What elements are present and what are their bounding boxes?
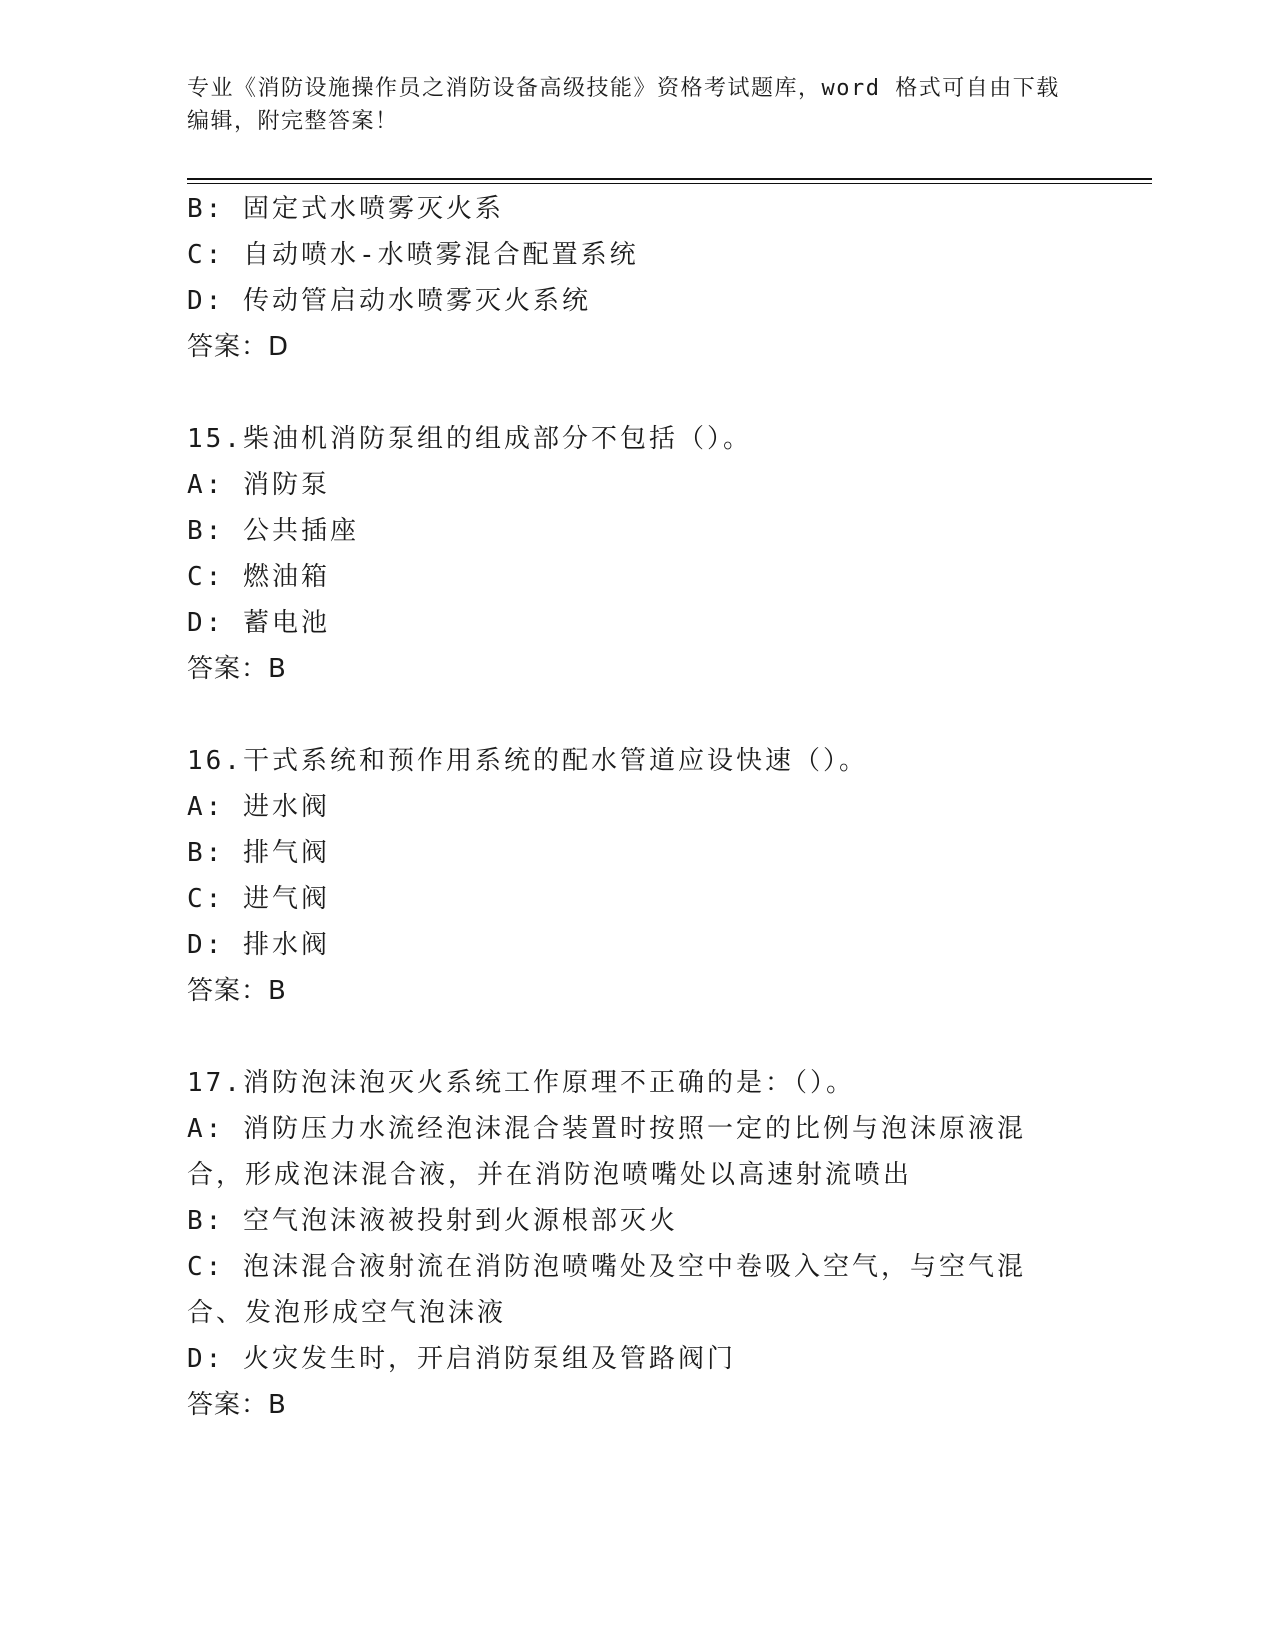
option-c: C: 泡沫混合液射流在消防泡喷嘴处及空中卷吸入空气，与空气混合、发泡形成空气泡沫液 [187, 1252, 1026, 1328]
answer-line: 答案：B [187, 1390, 287, 1420]
document-header: 专业《消防设施操作员之消防设备高级技能》资格考试题库，word 格式可自由下载编辑，附完整答案！ [187, 76, 1060, 134]
option-b: B: 固定式水喷雾灭火系 [187, 194, 504, 224]
question-stem: 16.干式系统和预作用系统的配水管道应设快速（）。 [187, 746, 868, 776]
question-16 [187, 738, 1087, 1014]
question-stem: 15.柴油机消防泵组的组成部分不包括（）。 [187, 424, 752, 454]
question-stem: 17.消防泡沫泡灭火系统工作原理不正确的是：（）。 [187, 1068, 855, 1098]
option-c: C: 进气阀 [187, 884, 330, 914]
option-b: B: 公共插座 [187, 516, 359, 546]
option-d: D: 蓄电池 [187, 608, 330, 638]
answer-line: 答案：D [187, 332, 290, 362]
option-b: B: 空气泡沫液被投射到火源根部灭火 [187, 1206, 678, 1236]
option-d: D: 传动管启动水喷雾灭火系统 [187, 286, 591, 316]
spacer [187, 692, 1087, 738]
spacer [187, 1014, 1087, 1060]
answer-line: 答案：B [187, 654, 287, 684]
question-17 [187, 1060, 1087, 1428]
question-15 [187, 416, 1087, 692]
header-divider-thin [187, 183, 1152, 184]
option-c: C: 燃油箱 [187, 562, 330, 592]
answer-line: 答案：B [187, 976, 287, 1006]
option-c: C: 自动喷水-水喷雾混合配置系统 [187, 240, 639, 270]
spacer [187, 370, 1087, 416]
option-d: D: 火灾发生时，开启消防泵组及管路阀门 [187, 1344, 736, 1374]
option-a: A: 消防泵 [187, 470, 330, 500]
option-b: B: 排气阀 [187, 838, 330, 868]
header-divider-thick [187, 178, 1152, 180]
option-d: D: 排水阀 [187, 930, 330, 960]
question-14-continuation [187, 186, 1087, 370]
option-a: A: 进水阀 [187, 792, 330, 822]
question-content [187, 186, 1087, 1428]
option-a: A: 消防压力水流经泡沫混合装置时按照一定的比例与泡沫原液混合，形成泡沫混合液，并在消防泡喷嘴处以高速射流喷出 [187, 1114, 1026, 1190]
